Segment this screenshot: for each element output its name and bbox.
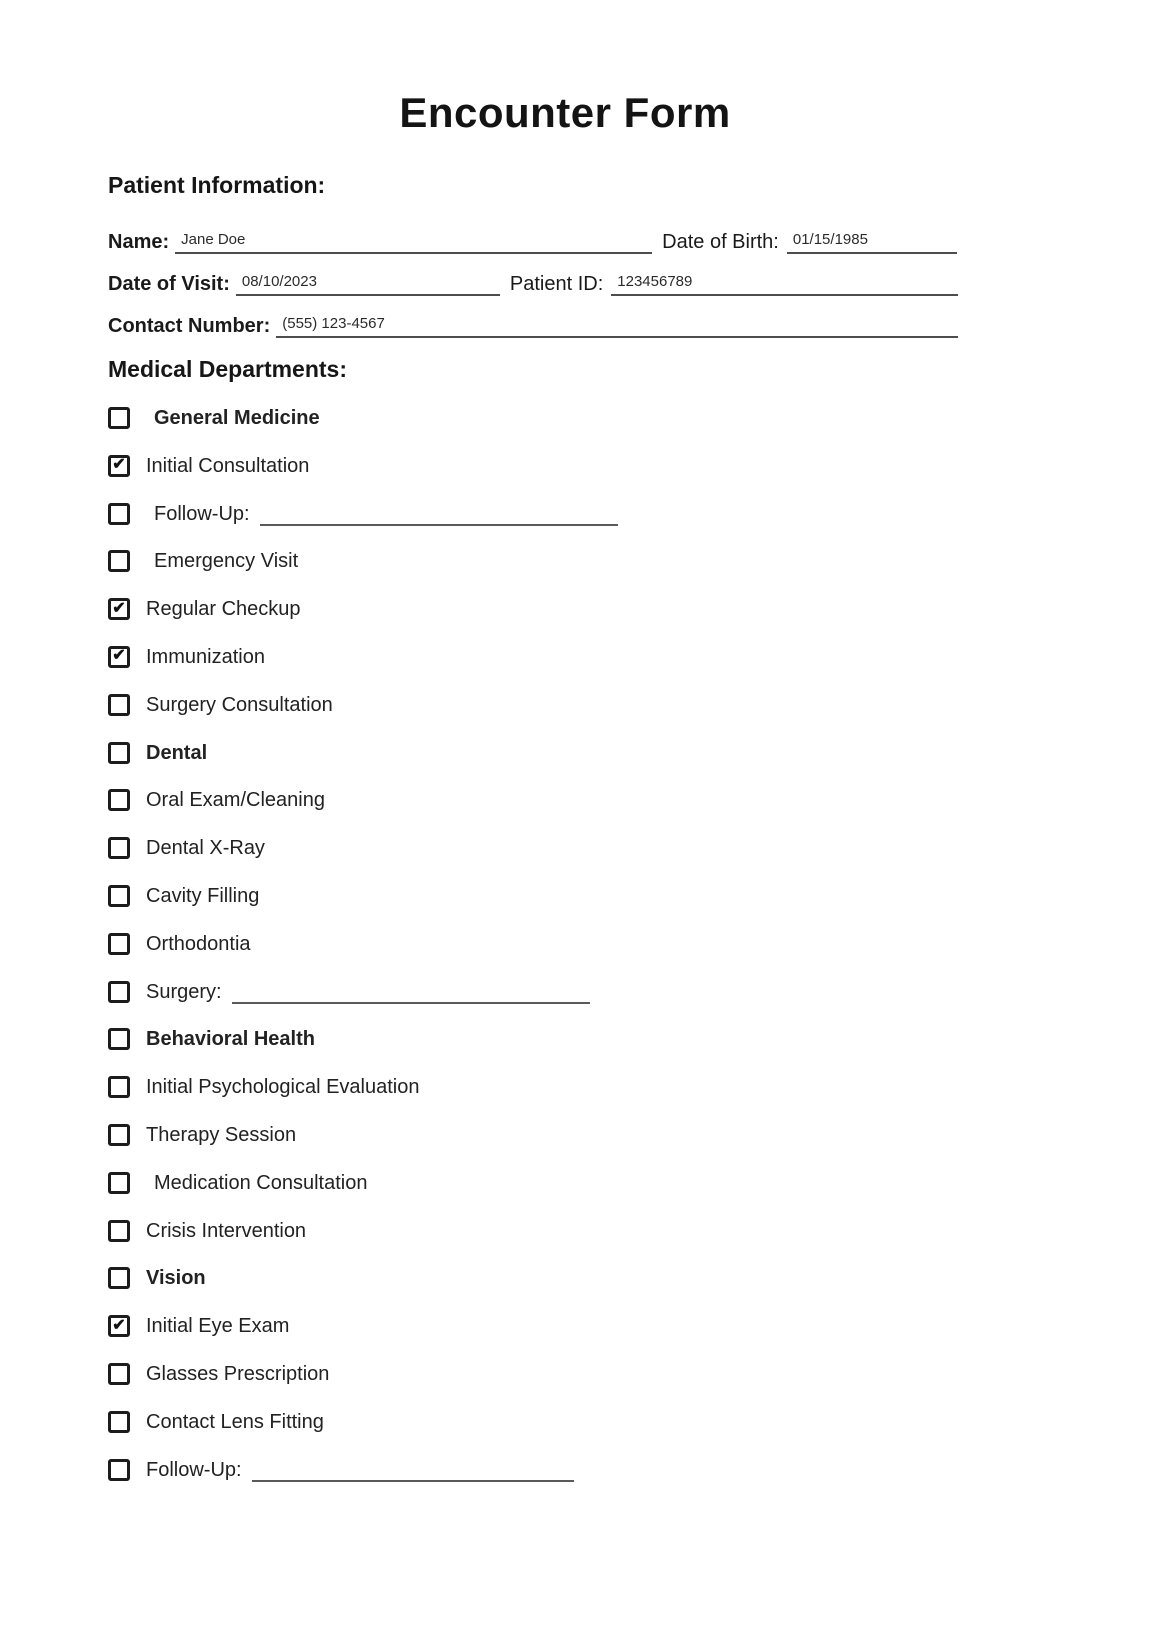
checkbox-initial-psychological-evaluation[interactable]: [108, 1076, 130, 1098]
name-label: Name:: [108, 231, 170, 253]
checkbox-row-dental-x-ray: [108, 837, 1130, 859]
checkmark-icon: ✔: [112, 1316, 126, 1334]
checkbox-dental[interactable]: [108, 742, 130, 764]
patient-id-field[interactable]: 123456789: [611, 273, 958, 296]
checkbox-general-medicine[interactable]: [108, 407, 130, 429]
checkbox-immunization[interactable]: [108, 646, 130, 668]
page-title: Encounter Form: [399, 89, 731, 136]
label-dental-x-ray: Dental X-Ray: [146, 837, 265, 860]
checkbox-row-vision: [108, 1267, 1130, 1289]
checkbox-glasses-prescription[interactable]: [108, 1363, 130, 1385]
label-surgery-consultation: Surgery Consultation: [146, 693, 333, 716]
checkbox-row-follow-up: [108, 503, 1130, 525]
date-of-visit-label: Date of Visit:: [108, 273, 230, 295]
row-contact: [108, 308, 1130, 338]
contact-number-label: Contact Number:: [108, 315, 271, 337]
checkbox-row-surgery-consultation: [108, 694, 1130, 716]
section-heading-patient-information: Patient Information:: [108, 172, 326, 198]
checkbox-behavioral-health[interactable]: [108, 1028, 130, 1050]
label-initial-consultation: Initial Consultation: [146, 454, 310, 477]
checkbox-row-follow-up: [108, 1459, 1130, 1481]
checkbox-row-regular-checkup: [108, 598, 1130, 620]
label-medication-consultation: Medication Consultation: [154, 1171, 368, 1194]
checkbox-row-surgery: [108, 981, 1130, 1003]
department-list: [108, 407, 1130, 1481]
checkbox-row-emergency-visit: [108, 550, 1130, 572]
checkbox-surgery[interactable]: [108, 981, 130, 1003]
writein-line-follow-up[interactable]: [260, 512, 618, 526]
checkbox-row-medication-consultation: [108, 1172, 1130, 1194]
checkmark-icon: ✔: [112, 647, 126, 665]
checkmark-icon: ✔: [112, 456, 126, 474]
label-crisis-intervention: Crisis Intervention: [146, 1219, 307, 1242]
checkbox-follow-up[interactable]: [108, 1459, 130, 1481]
checkbox-surgery-consultation[interactable]: [108, 694, 130, 716]
date-of-birth-field[interactable]: 01/15/1985: [787, 231, 957, 254]
checkbox-oral-exam-cleaning[interactable]: [108, 789, 130, 811]
checkbox-row-oral-exam-cleaning: [108, 789, 1130, 811]
label-orthodontia: Orthodontia: [146, 932, 251, 955]
checkbox-row-initial-eye-exam: [108, 1315, 1130, 1337]
label-emergency-visit: Emergency Visit: [154, 550, 299, 573]
form-content: [0, 172, 1176, 1481]
label-initial-psychological-evaluation: Initial Psychological Evaluation: [146, 1076, 420, 1099]
checkbox-therapy-session[interactable]: [108, 1124, 130, 1146]
checkbox-row-general-medicine: [108, 407, 1130, 429]
checkbox-row-initial-psychological-evaluation: [108, 1076, 1130, 1098]
checkbox-row-dental: [108, 742, 1130, 764]
label-regular-checkup: Regular Checkup: [146, 598, 301, 621]
name-field[interactable]: Jane Doe: [175, 231, 652, 254]
checkbox-orthodontia[interactable]: [108, 933, 130, 955]
checkbox-contact-lens-fitting[interactable]: [108, 1411, 130, 1433]
label-follow-up: Follow-Up:: [154, 502, 250, 525]
writein-line-surgery[interactable]: [232, 990, 590, 1004]
checkbox-row-therapy-session: [108, 1124, 1130, 1146]
checkbox-crisis-intervention[interactable]: [108, 1220, 130, 1242]
checkmark-icon: ✔: [112, 599, 126, 617]
patient-id-label: Patient ID:: [509, 273, 604, 295]
checkbox-regular-checkup[interactable]: [108, 598, 130, 620]
label-therapy-session: Therapy Session: [146, 1123, 297, 1146]
checkbox-emergency-visit[interactable]: [108, 550, 130, 572]
label-surgery: Surgery:: [146, 980, 222, 1003]
checkbox-initial-eye-exam[interactable]: [108, 1315, 130, 1337]
contact-number-field[interactable]: (555) 123-4567: [276, 315, 958, 338]
checkbox-follow-up[interactable]: [108, 503, 130, 525]
label-behavioral-health: Behavioral Health: [146, 1028, 315, 1051]
date-of-birth-label: Date of Birth:: [662, 231, 779, 253]
label-follow-up: Follow-Up:: [146, 1458, 242, 1481]
label-cavity-filling: Cavity Filling: [146, 884, 260, 907]
checkbox-row-orthodontia: [108, 933, 1130, 955]
checkbox-row-behavioral-health: [108, 1028, 1130, 1050]
checkbox-row-crisis-intervention: [108, 1220, 1130, 1242]
checkbox-cavity-filling[interactable]: [108, 885, 130, 907]
row-name-dob: [108, 224, 1130, 254]
label-initial-eye-exam: Initial Eye Exam: [146, 1315, 290, 1338]
checkbox-row-contact-lens-fitting: [108, 1411, 1130, 1433]
date-of-visit-field[interactable]: 08/10/2023: [236, 273, 500, 296]
row-visit-patientid: [108, 266, 1130, 296]
checkbox-row-cavity-filling: [108, 885, 1130, 907]
checkbox-row-glasses-prescription: [108, 1363, 1130, 1385]
checkbox-initial-consultation[interactable]: [108, 455, 130, 477]
checkbox-vision[interactable]: [108, 1267, 130, 1289]
label-immunization: Immunization: [146, 645, 265, 668]
label-general-medicine: General Medicine: [154, 407, 320, 429]
section-heading-medical-departments: Medical Departments:: [108, 356, 348, 382]
checkbox-row-immunization: [108, 646, 1130, 668]
label-contact-lens-fitting: Contact Lens Fitting: [146, 1410, 324, 1433]
checkbox-row-initial-consultation: [108, 455, 1130, 477]
label-vision: Vision: [146, 1267, 206, 1290]
label-glasses-prescription: Glasses Prescription: [146, 1362, 330, 1385]
label-dental: Dental: [146, 741, 208, 764]
checkbox-dental-x-ray[interactable]: [108, 837, 130, 859]
writein-line-follow-up[interactable]: [252, 1468, 574, 1482]
label-oral-exam-cleaning: Oral Exam/Cleaning: [146, 789, 325, 812]
checkbox-medication-consultation[interactable]: [108, 1172, 130, 1194]
